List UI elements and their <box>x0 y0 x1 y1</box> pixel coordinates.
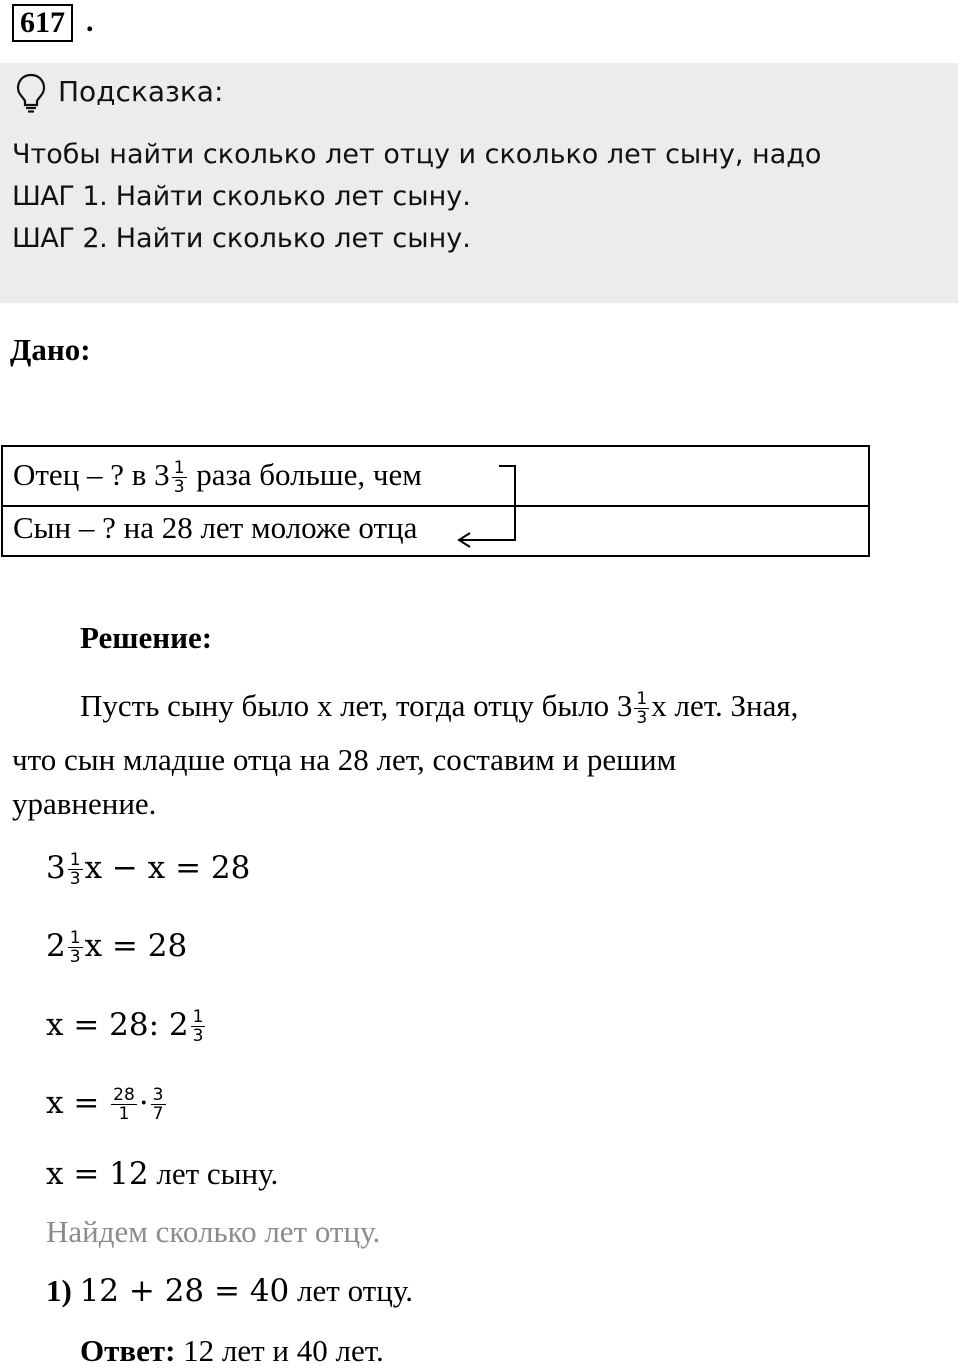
answer-label: Ответ: <box>80 1333 176 1368</box>
solution-paragraph-line-3: уравнение. <box>12 786 157 821</box>
equation-4 <box>46 1085 168 1123</box>
step-1-line <box>46 1273 413 1309</box>
fraction <box>634 690 649 727</box>
fraction-denominator: 3 <box>636 708 648 729</box>
equation-5-text: лет сыну. <box>148 1156 279 1191</box>
fraction-denominator: 3 <box>69 869 81 889</box>
equation-3-text: х = 28: 2 <box>46 1007 189 1043</box>
multiply-dot: · <box>138 1085 149 1121</box>
equation-5 <box>46 1156 278 1192</box>
task-number: 617 <box>12 4 73 42</box>
lightbulb-icon <box>16 73 46 117</box>
hint-step-1-text: Найти сколько лет сыну. <box>115 181 471 212</box>
answer-line <box>80 1333 384 1369</box>
fraction <box>68 929 83 966</box>
equation-5-math: х = 12 <box>46 1156 149 1192</box>
given-row-father-end: раза больше, чем <box>188 457 422 492</box>
fraction <box>191 1008 206 1045</box>
equation-1-rest: х − х = 28 <box>84 850 251 886</box>
equation-2-whole: 2 <box>46 928 66 964</box>
answer-text: 12 лет и 40 лет. <box>175 1333 384 1368</box>
step-1-text: лет отцу. <box>289 1273 413 1308</box>
solution-paragraph-line-1 <box>80 688 798 727</box>
given-row-father-start: Отец – ? в 3 <box>13 457 170 492</box>
fraction <box>172 459 187 496</box>
solution-label: Решение: <box>80 620 213 655</box>
fraction <box>151 1086 166 1123</box>
hint-panel <box>0 63 958 303</box>
fraction-denominator: 3 <box>192 1026 204 1046</box>
fraction-denominator: 3 <box>173 477 185 498</box>
equation-1 <box>46 850 250 888</box>
hint-step-2-label: ШАГ 2. <box>12 223 108 254</box>
solution-p1-start: Пусть сыну было х лет, тогда отцу было 3 <box>80 688 633 723</box>
hint-title: Подсказка: <box>58 75 224 108</box>
given-label: Дано: <box>10 332 91 367</box>
hint-intro: Чтобы найти сколько лет отцу и сколько лет сыну, надо <box>12 139 822 170</box>
fraction-numerator: 1 <box>173 458 185 479</box>
fraction-denominator: 7 <box>152 1104 164 1124</box>
equation-3 <box>46 1007 207 1045</box>
given-table <box>1 445 870 557</box>
fraction-numerator: 1 <box>69 928 81 948</box>
given-row-father <box>13 457 422 496</box>
fraction <box>68 851 83 888</box>
hint-step-2-text: Найти сколько лет сыну. <box>115 223 471 254</box>
fraction-numerator: 28 <box>113 1085 135 1105</box>
find-father-line: Найдем сколько лет отцу. <box>46 1214 381 1249</box>
table-divider <box>3 505 868 507</box>
equation-2 <box>46 928 187 966</box>
equation-1-whole: 3 <box>46 850 66 886</box>
relation-arrow-icon <box>443 461 533 551</box>
hint-step-2 <box>12 223 471 254</box>
fraction-numerator: 1 <box>192 1007 204 1027</box>
fraction-numerator: 1 <box>636 689 648 710</box>
fraction <box>111 1086 137 1123</box>
hint-step-1-label: ШАГ 1. <box>12 181 108 212</box>
step-1-number: 1) <box>46 1273 72 1308</box>
given-row-son: Сын – ? на 28 лет моложе отца <box>13 510 418 545</box>
fraction-numerator: 1 <box>69 850 81 870</box>
step-1-math: 12 + 28 = 40 <box>79 1273 290 1309</box>
equation-2-rest: х = 28 <box>84 928 188 964</box>
fraction-numerator: 3 <box>152 1085 164 1105</box>
fraction-denominator: 1 <box>118 1104 130 1124</box>
solution-paragraph-line-2: что сын младше отца на 28 лет, составим и решим <box>12 742 677 777</box>
solution-p1-end: х лет. Зная, <box>651 688 799 723</box>
equation-4-lhs: х = <box>46 1085 110 1121</box>
fraction-denominator: 3 <box>69 947 81 967</box>
hint-step-1 <box>12 181 471 212</box>
task-number-dot: . <box>86 5 94 38</box>
